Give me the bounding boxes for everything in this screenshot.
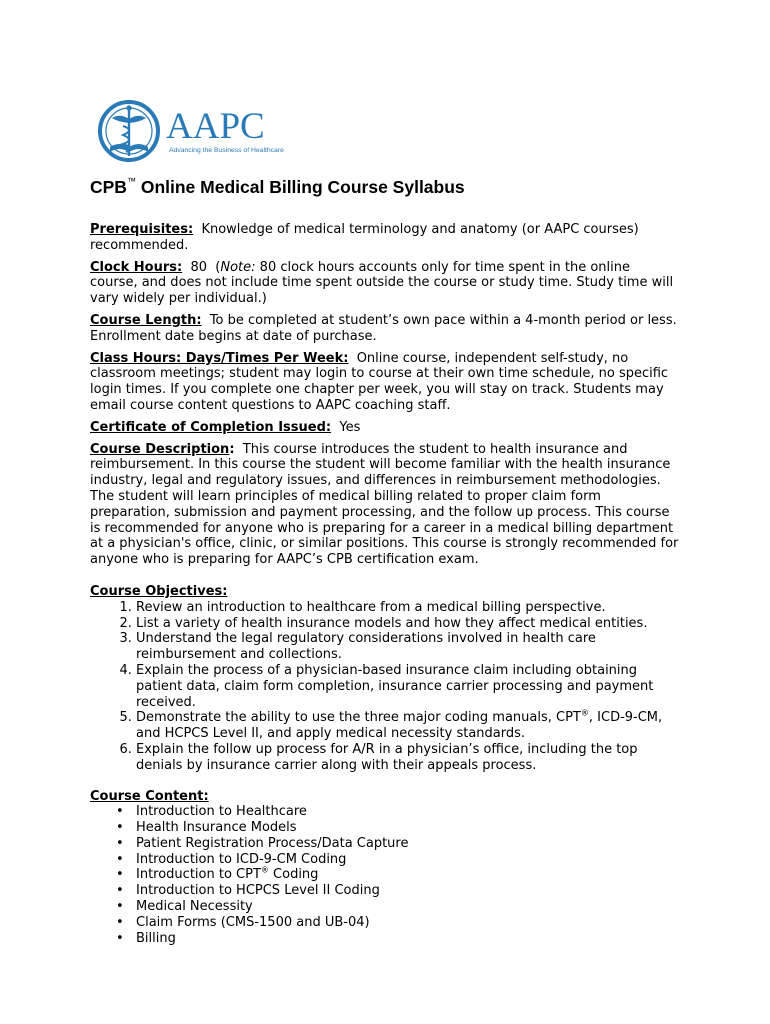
aapc-logo-tagline: Advancing the Business of Healthcare <box>169 147 284 154</box>
bullet: • <box>116 851 124 867</box>
page-title <box>90 177 465 198</box>
objective-item <box>136 710 680 742</box>
objective-5-text-end: , ICD-9-CM, and HCPCS Level II, and apply medical necessity standards. <box>136 710 663 742</box>
clock-hours-section: Clock Hours: 80 (Note: 80 clock hours accounts only for time spent in the online course, and does not include time spent outside the course or study time. Study time will vary widely per individual.) <box>90 259 674 307</box>
aapc-logo-graphic <box>96 96 296 166</box>
objectives-label: Course Objectives: <box>90 583 228 599</box>
bullet: • <box>116 804 124 820</box>
content-item <box>116 883 680 899</box>
objective-item: 4. Explain the process of a physician-based insurance claim including obtaining patient data, claim form completion, insurance carrier processing and payment received. <box>136 663 680 710</box>
objective-5-text: Demonstrate the ability to use the three major coding manuals, CPT <box>136 710 581 726</box>
objective-item: 1. Review an introduction to healthcare from a medical billing perspective. <box>136 600 680 616</box>
content-item-text: Billing <box>136 930 176 946</box>
class-hours-label: Class Hours: Days/Times Per Week: <box>90 350 349 366</box>
course-length-section <box>90 313 680 345</box>
clock-hours-note-label: Note: <box>220 259 256 275</box>
prerequisites-text: Knowledge of medical terminology and anatomy (or AAPC courses) recommended. <box>90 222 639 253</box>
content-item <box>116 835 680 852</box>
prerequisites-label: Prerequisites: <box>90 222 194 237</box>
title-prefix: CPB <box>90 177 127 197</box>
course-length-label: Course Length: <box>90 312 202 328</box>
bullet: • <box>116 899 124 915</box>
objectives-list <box>90 600 680 774</box>
content-item <box>116 899 680 915</box>
course-length-text: To be completed at student’s own pace within a 4-month period or less. Enrollment date begins at date of purchase. <box>90 312 677 344</box>
content-item-text-end: Coding <box>268 867 319 883</box>
objective-item: 2. List a variety of health insurance models and how they affect medical entities. <box>136 616 680 632</box>
bullet: • <box>116 883 124 899</box>
aapc-logo <box>96 96 296 166</box>
trademark-symbol: ™ <box>126 176 136 186</box>
content-item-text: Health Insurance Models <box>136 820 297 836</box>
content-item-text: Medical Necessity <box>136 899 253 915</box>
content-item-text: Introduction to Healthcare <box>136 804 307 820</box>
syllabus-content <box>90 222 680 946</box>
clock-hours-note-text: 80 clock hours accounts only for time spent in the online course, and does not include time spent outside the course or study time. Study time will vary widely per individual.) <box>90 259 674 307</box>
clock-hours-value: 80 <box>190 259 208 275</box>
bullet: • <box>116 914 124 930</box>
description-section <box>90 442 680 568</box>
certificate-section <box>90 420 680 436</box>
content-item-text: Introduction to CPT <box>136 867 261 883</box>
bullet: • <box>116 867 124 883</box>
certificate-label: Certificate of Completion Issued: <box>90 419 332 435</box>
bullet: • <box>116 820 124 836</box>
objectives-section <box>90 584 680 774</box>
content-item <box>116 820 680 836</box>
content-label: Course Content: <box>90 788 209 804</box>
description-colon: : <box>229 441 235 457</box>
content-section <box>90 789 680 947</box>
content-item <box>116 914 680 931</box>
class-hours-text: Online course, independent self-study, no classroom meetings; student may login to course at their own time schedule, no specific login times. If you complete one chapter per week, you will stay on track. Students may email course content questions to AAPC coaching staff. <box>90 350 669 413</box>
class-hours-section <box>90 351 680 414</box>
objective-item: 3. Understand the legal regulatory considerations involved in health care reimbursement and collections. <box>136 631 680 663</box>
description-label: Course Description <box>90 441 230 457</box>
registered-symbol: ® <box>260 866 269 876</box>
content-list <box>90 804 680 946</box>
content-item <box>116 804 680 820</box>
prerequisites-section <box>90 222 680 254</box>
content-item-text: Introduction to HCPCS Level II Coding <box>136 883 380 899</box>
registered-symbol: ® <box>580 708 589 718</box>
bullet: • <box>116 835 124 851</box>
content-item-text: Introduction to ICD-9-CM Coding <box>136 851 347 867</box>
content-item-text: Patient Registration Process/Data Capture <box>136 835 409 851</box>
content-item-text: Claim Forms (CMS-1500 and UB-04) <box>136 914 370 930</box>
content-item <box>116 930 680 947</box>
clock-hours-label: Clock Hours: <box>90 259 183 275</box>
aapc-logo-text: AAPC <box>166 106 265 147</box>
bullet: • <box>116 930 124 946</box>
content-item <box>116 866 680 883</box>
certificate-value: Yes <box>339 419 361 435</box>
description-text: This course introduces the student to health insurance and reimbursement. In this course the student will become familiar with the health insurance industry, legal and regulatory issues, and differences in reimbursement methodologies. The student will learn principles of medical billing related to proper claim form preparation, submission and payment processing, and the follow up process. This course is recommended for anyone who is preparing for a career in a medical billing department at a physician's office, clinic, or similar positions. This course is strongly recommended for anyone who is preparing for AAPC’s CPB certification exam. <box>90 441 679 568</box>
objective-item: 6. Explain the follow up process for A/R in a physician’s office, including the top denials by insurance carrier along with their appeals process. <box>136 742 680 774</box>
title-text: Online Medical Billing Course Syllabus <box>140 177 465 197</box>
content-item <box>116 851 680 868</box>
